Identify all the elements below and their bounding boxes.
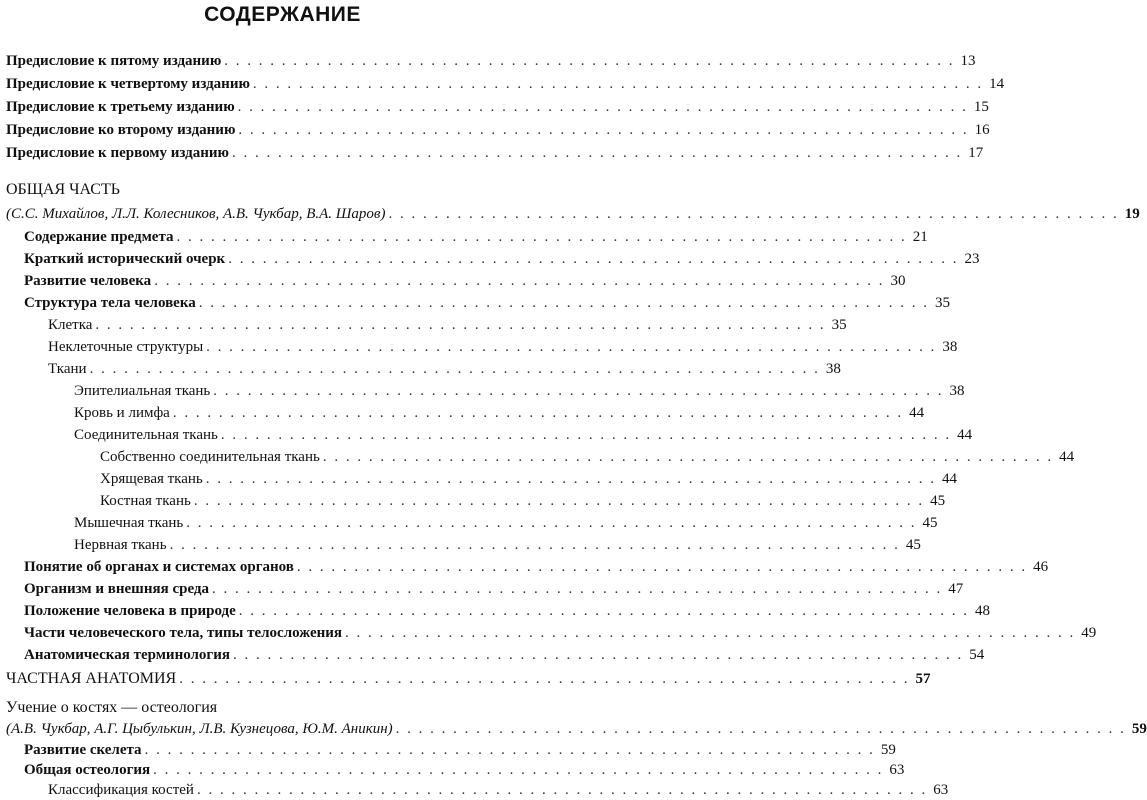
dot-leader: . . . . . . . . . . . . . . . . . . . . . . . . . . . . . . . . . . . . . . . . . . . . . . . . . . . . . . . . . . . . . . . .: [206, 339, 937, 355]
toc-entry-label: Общая остеология: [24, 762, 151, 778]
toc-entry[interactable]: [0, 623, 1097, 643]
toc-entry-authors: (А.В. Чукбар, А.Г. Цыбулькин, Л.В. Кузнецова, Ю.М. Аникин): [6, 721, 393, 737]
dot-leader: . . . . . . . . . . . . . . . . . . . . . . . . . . . . . . . . . . . . . . . . . . . . . . . . . . . . . . . . . . . . . . . .: [153, 762, 884, 778]
toc-entry[interactable]: [0, 337, 958, 357]
dot-leader: . . . . . . . . . . . . . . . . . . . . . . . . . . . . . . . . . . . . . . . . . . . . . . . . . . . . . . . . . . . . . . . .: [169, 537, 900, 553]
toc-entry-label: Понятие об органах и системах органов: [24, 559, 294, 575]
dot-leader: . . . . . . . . . . . . . . . . . . . . . . . . . . . . . . . . . . . . . . . . . . . . . . . . . . . . . . . . . . . . . . . .: [388, 206, 1119, 222]
toc-entry-label: Клетка: [48, 317, 93, 333]
toc-entry-page: 38: [942, 339, 958, 355]
toc-entry[interactable]: [0, 535, 921, 555]
dot-leader: . . . . . . . . . . . . . . . . . . . . . . . . . . . . . . . . . . . . . . . . . . . . . . . . . . . . . . . . . . . . . . . .: [252, 76, 984, 92]
toc-entry-authors: (С.С. Михайлов, Л.Л. Колесников, А.В. Чукбар, В.А. Шаров): [6, 206, 386, 222]
toc-entry-label: Развитие скелета: [24, 742, 142, 758]
toc-entry-page: 47: [948, 581, 964, 597]
toc-entry-label: Структура тела человека: [24, 295, 196, 311]
toc-entry[interactable]: [0, 557, 1049, 577]
toc-entry-authors-osteology[interactable]: [0, 719, 1147, 739]
toc-entry-label: Нервная ткань: [74, 537, 167, 553]
toc-entry-preface-1[interactable]: [0, 143, 984, 163]
dot-leader: . . . . . . . . . . . . . . . . . . . . . . . . . . . . . . . . . . . . . . . . . . . . . . . . . . . . . . . . . . . . . . . .: [238, 603, 970, 619]
toc-entry-page: 44: [942, 471, 958, 487]
section-heading: ОБЩАЯ ЧАСТЬ: [6, 181, 120, 198]
toc-entry-page: 63: [933, 782, 949, 798]
toc-entry[interactable]: [0, 469, 958, 489]
toc-entry-page: 23: [964, 251, 980, 267]
dot-leader: . . . . . . . . . . . . . . . . . . . . . . . . . . . . . . . . . . . . . . . . . . . . . . . . . . . . . . . . . . . . . . . .: [144, 742, 875, 758]
dot-leader: . . . . . . . . . . . . . . . . . . . . . . . . . . . . . . . . . . . . . . . . . . . . . . . . . . . . . . . . . . . . . . . .: [213, 383, 944, 399]
toc-entry-page: 44: [1059, 449, 1075, 465]
dot-leader: . . . . . . . . . . . . . . . . . . . . . . . . . . . . . . . . . . . . . . . . . . . . . . . . . . . . . . . . . . . . . . . .: [198, 295, 930, 311]
toc-entry[interactable]: [0, 601, 991, 621]
toc-entry-page: 35: [935, 295, 951, 311]
toc-entry-page: 13: [960, 53, 976, 69]
dot-leader: . . . . . . . . . . . . . . . . . . . . . . . . . . . . . . . . . . . . . . . . . . . . . . . . . . . . . . . . . . . . . . . .: [179, 671, 910, 687]
dot-leader: . . . . . . . . . . . . . . . . . . . . . . . . . . . . . . . . . . . . . . . . . . . . . . . . . . . . . . . . . . . . . . . .: [212, 581, 943, 597]
toc-entry-label: Части человеческого тела, типы телосложения: [24, 625, 342, 641]
toc-entry-label: Предисловие ко второму изданию: [6, 122, 236, 138]
toc-entry-preface-2[interactable]: [0, 120, 990, 140]
dot-leader: . . . . . . . . . . . . . . . . . . . . . . . . . . . . . . . . . . . . . . . . . . . . . . . . . . . . . . . . . . . . . . . .: [193, 493, 925, 509]
toc-entry-preface-5[interactable]: [0, 51, 976, 71]
toc-entry[interactable]: [0, 227, 928, 247]
toc-entry-label: Неклеточные структуры: [48, 339, 204, 355]
toc-section-special[interactable]: [0, 669, 931, 689]
toc-entry-label: Эпителиальная ткань: [74, 383, 211, 399]
toc-entry-page: 49: [1081, 625, 1097, 641]
toc-entry-label: Кровь и лимфа: [74, 405, 170, 421]
dot-leader: . . . . . . . . . . . . . . . . . . . . . . . . . . . . . . . . . . . . . . . . . . . . . . . . . . . . . . . . . . . . . . . .: [186, 515, 917, 531]
toc-entry[interactable]: [0, 381, 965, 401]
toc-entry[interactable]: [0, 645, 985, 665]
dot-leader: . . . . . . . . . . . . . . . . . . . . . . . . . . . . . . . . . . . . . . . . . . . . . . . . . . . . . . . . . . . . . . . .: [296, 559, 1028, 575]
toc-entry-label: Развитие человека: [24, 273, 152, 289]
toc-entry[interactable]: [0, 315, 847, 335]
toc-entry[interactable]: [0, 740, 896, 760]
toc-entry[interactable]: [0, 249, 980, 269]
toc-entry-page: 19: [1124, 206, 1140, 222]
toc-entry-page: 45: [930, 493, 946, 509]
dot-leader: . . . . . . . . . . . . . . . . . . . . . . . . . . . . . . . . . . . . . . . . . . . . . . . . . . . . . . . . . . . . . . . .: [95, 317, 826, 333]
toc-entry-page: 63: [889, 762, 905, 778]
toc-entry-page: 57: [915, 671, 931, 687]
subsection-heading: Учение о костях — остеология: [6, 699, 218, 716]
toc-entry[interactable]: [0, 780, 949, 800]
toc-entry-label: Анатомическая терминология: [24, 647, 231, 663]
toc-entry-preface-3[interactable]: [0, 97, 989, 117]
toc-entry[interactable]: [0, 513, 938, 533]
toc-entry-label: Предисловие к пятому изданию: [6, 53, 222, 69]
dot-leader: . . . . . . . . . . . . . . . . . . . . . . . . . . . . . . . . . . . . . . . . . . . . . . . . . . . . . . . . . . . . . . . .: [176, 229, 907, 245]
toc-entry-page: 45: [922, 515, 938, 531]
toc-entry-label: Классификация костей: [48, 782, 194, 798]
toc-entry-page: 38: [949, 383, 965, 399]
toc-entry-page: 14: [989, 76, 1005, 92]
toc-entry-label: Положение человека в природе: [24, 603, 236, 619]
dot-leader: . . . . . . . . . . . . . . . . . . . . . . . . . . . . . . . . . . . . . . . . . . . . . . . . . . . . . . . . . . . . . . . .: [233, 647, 964, 663]
dot-leader: . . . . . . . . . . . . . . . . . . . . . . . . . . . . . . . . . . . . . . . . . . . . . . . . . . . . . . . . . . . . . . . .: [205, 471, 937, 487]
dot-leader: . . . . . . . . . . . . . . . . . . . . . . . . . . . . . . . . . . . . . . . . . . . . . . . . . . . . . . . . . . . . . . . .: [345, 625, 1076, 641]
dot-leader: . . . . . . . . . . . . . . . . . . . . . . . . . . . . . . . . . . . . . . . . . . . . . . . . . . . . . . . . . . . . . . . .: [89, 361, 820, 377]
toc-subsection-osteology[interactable]: [0, 698, 549, 718]
toc-section-general[interactable]: [0, 180, 549, 200]
toc-entry-label: Содержание предмета: [24, 229, 174, 245]
toc-entry-label: Мышечная ткань: [74, 515, 184, 531]
toc-entry-page: 59: [1131, 721, 1147, 737]
toc-entry-label: Предисловие к первому изданию: [6, 145, 230, 161]
toc-entry-label: Соединительная ткань: [74, 427, 218, 443]
toc-entry[interactable]: [0, 579, 964, 599]
toc-entry-label: Организм и внешняя среда: [24, 581, 210, 597]
toc-entry-preface-4[interactable]: [0, 74, 1005, 94]
toc-entry-page: 16: [974, 122, 990, 138]
toc-entry[interactable]: [0, 359, 841, 379]
toc-entry[interactable]: [0, 271, 906, 291]
toc-entry-page: 54: [969, 647, 985, 663]
dot-leader: . . . . . . . . . . . . . . . . . . . . . . . . . . . . . . . . . . . . . . . . . . . . . . . . . . . . . . . . . . . . . . . .: [228, 251, 959, 267]
toc-entry-label: Предисловие к третьему изданию: [6, 99, 235, 115]
toc-entry[interactable]: [0, 403, 925, 423]
toc-entry-authors-general[interactable]: [0, 204, 1140, 224]
toc-entry-page: 45: [905, 537, 921, 553]
toc-entry-page: 17: [968, 145, 984, 161]
section-heading: ЧАСТНАЯ АНАТОМИЯ: [6, 670, 177, 687]
dot-leader: . . . . . . . . . . . . . . . . . . . . . . . . . . . . . . . . . . . . . . . . . . . . . . . . . . . . . . . . . . . . . . . .: [224, 53, 955, 69]
toc-entry-page: 30: [890, 273, 906, 289]
dot-leader: . . . . . . . . . . . . . . . . . . . . . . . . . . . . . . . . . . . . . . . . . . . . . . . . . . . . . . . . . . . . . . . .: [172, 405, 904, 421]
dot-leader: . . . . . . . . . . . . . . . . . . . . . . . . . . . . . . . . . . . . . . . . . . . . . . . . . . . . . . . . . . . . . . . .: [196, 782, 928, 798]
toc-entry-page: 59: [880, 742, 896, 758]
toc-entry-label: Костная ткань: [100, 493, 191, 509]
dot-leader: . . . . . . . . . . . . . . . . . . . . . . . . . . . . . . . . . . . . . . . . . . . . . . . . . . . . . . . . . . . . . . . .: [232, 145, 963, 161]
dot-leader: . . . . . . . . . . . . . . . . . . . . . . . . . . . . . . . . . . . . . . . . . . . . . . . . . . . . . . . . . . . . . . . .: [395, 721, 1126, 737]
toc-entry-page: 44: [957, 427, 973, 443]
toc-entry[interactable]: [0, 491, 946, 511]
toc-entry-label: Краткий исторический очерк: [24, 251, 226, 267]
toc-entry-page: 21: [912, 229, 928, 245]
dot-leader: . . . . . . . . . . . . . . . . . . . . . . . . . . . . . . . . . . . . . . . . . . . . . . . . . . . . . . . . . . . . . . . .: [237, 99, 968, 115]
toc-entry-label: Ткани: [48, 361, 87, 377]
toc-entry[interactable]: [0, 447, 1075, 467]
dot-leader: . . . . . . . . . . . . . . . . . . . . . . . . . . . . . . . . . . . . . . . . . . . . . . . . . . . . . . . . . . . . . . . .: [322, 449, 1054, 465]
dot-leader: . . . . . . . . . . . . . . . . . . . . . . . . . . . . . . . . . . . . . . . . . . . . . . . . . . . . . . . . . . . . . . . .: [238, 122, 969, 138]
toc-entry[interactable]: [0, 293, 951, 313]
toc-entry-page: 46: [1033, 559, 1049, 575]
toc-entry-page: 44: [909, 405, 925, 421]
toc-entry-label: Хрящевая ткань: [100, 471, 203, 487]
toc-entry-label: Собственно соединительная ткань: [100, 449, 320, 465]
toc-entry-page: 48: [975, 603, 991, 619]
dot-leader: . . . . . . . . . . . . . . . . . . . . . . . . . . . . . . . . . . . . . . . . . . . . . . . . . . . . . . . . . . . . . . . .: [154, 273, 885, 289]
toc-entry-page: 35: [831, 317, 847, 333]
toc-entry[interactable]: [0, 425, 973, 445]
toc-entry-page: 38: [825, 361, 841, 377]
toc-entry-page: 15: [973, 99, 989, 115]
dot-leader: . . . . . . . . . . . . . . . . . . . . . . . . . . . . . . . . . . . . . . . . . . . . . . . . . . . . . . . . . . . . . . . .: [220, 427, 952, 443]
toc-entry-label: Предисловие к четвертому изданию: [6, 76, 250, 92]
page-title: СОДЕРЖАНИЕ: [204, 3, 361, 26]
toc-entry[interactable]: [0, 760, 905, 780]
